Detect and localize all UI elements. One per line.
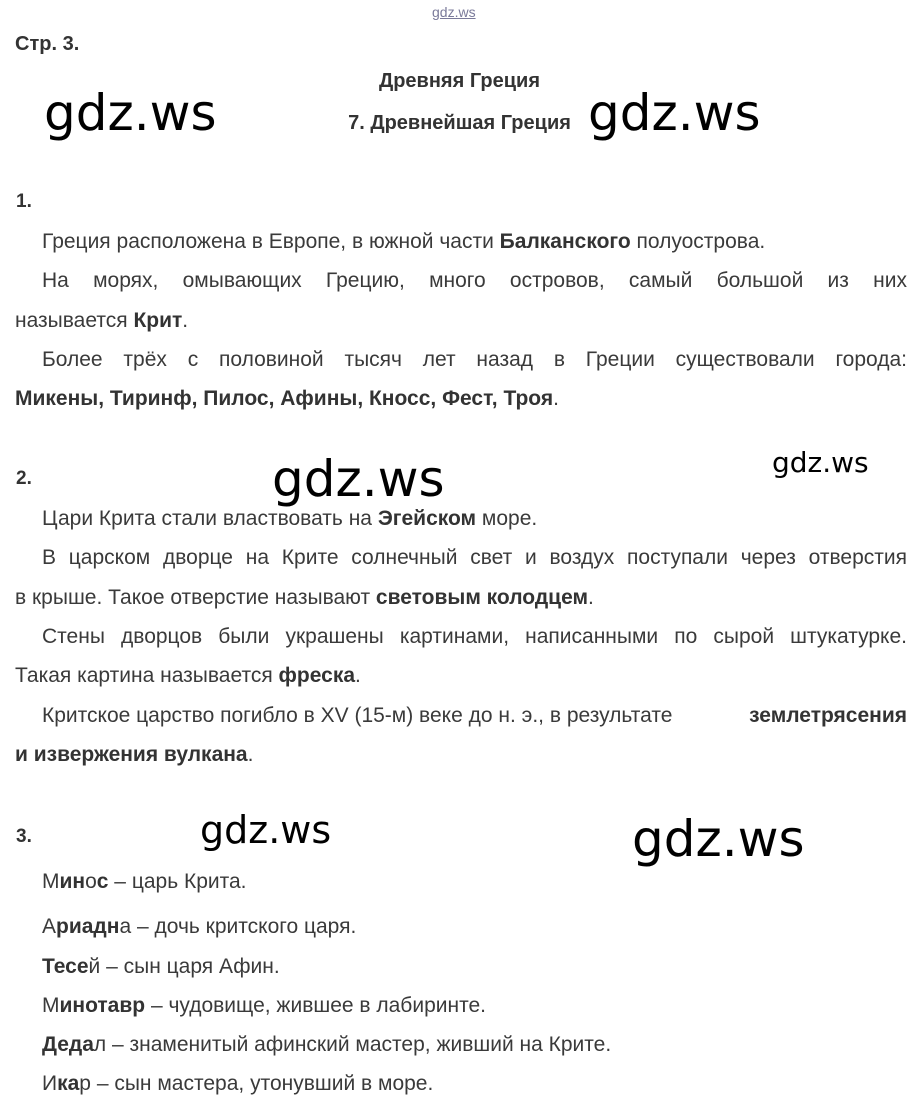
list-item: Икар – сын мастера, утонувший в море. bbox=[42, 1072, 434, 1095]
task-number: 3. bbox=[16, 826, 32, 847]
watermark: gdz.ws bbox=[772, 446, 869, 479]
paragraph: Греция расположена в Европе, в южной части Балканского полуострова. bbox=[42, 230, 766, 253]
watermark: gdz.ws bbox=[44, 84, 217, 142]
page-reference: Стр. 3. bbox=[15, 33, 80, 55]
watermark: gdz.ws bbox=[632, 810, 805, 868]
paragraph-line: Критское царство погибло в XV (15-м) веке до н. э., в результате землетрясения bbox=[42, 704, 907, 727]
list-item: Минос – царь Крита. bbox=[42, 870, 247, 893]
paragraph-line: Стены дворцов были украшены картинами, написанными по сырой штукатурке. bbox=[42, 625, 907, 648]
watermark: gdz.ws bbox=[272, 450, 445, 508]
chapter-title: 7. Древнейшая Греция bbox=[348, 112, 571, 134]
task-number: 2. bbox=[16, 468, 32, 489]
paragraph: Цари Крита стали властвовать на Эгейском море. bbox=[42, 507, 538, 530]
paragraph-line: и извержения вулкана. bbox=[15, 743, 254, 766]
paragraph-line: называется Крит. bbox=[15, 309, 189, 332]
list-item: Минотавр – чудовище, жившее в лабиринте. bbox=[42, 994, 486, 1017]
watermark: gdz.ws bbox=[200, 808, 332, 852]
list-item: Тесей – сын царя Афин. bbox=[42, 955, 280, 978]
task-number: 1. bbox=[16, 191, 32, 212]
top-watermark-link[interactable]: gdz.ws bbox=[432, 4, 476, 20]
paragraph-line: В царском дворце на Крите солнечный свет и воздух поступали через отверстия bbox=[42, 546, 907, 569]
paragraph-line: в крыше. Такое отверстие называют световым колодцем. bbox=[15, 586, 594, 609]
list-item: Ариадна – дочь критского царя. bbox=[42, 915, 357, 938]
watermark: gdz.ws bbox=[588, 84, 761, 142]
paragraph-line: Микены, Тиринф, Пилос, Афины, Кносс, Фест, Троя. bbox=[15, 387, 559, 410]
list-item: Дедал – знаменитый афинский мастер, живший на Крите. bbox=[42, 1033, 612, 1056]
paragraph-line: На морях, омывающих Грецию, много островов, самый большой из них bbox=[42, 269, 907, 292]
paragraph-line: Такая картина называется фреска. bbox=[15, 664, 361, 687]
paragraph-line: Более трёх с половиной тысяч лет назад в Греции существовали города: bbox=[42, 348, 907, 371]
section-title: Древняя Греция bbox=[378, 70, 541, 92]
